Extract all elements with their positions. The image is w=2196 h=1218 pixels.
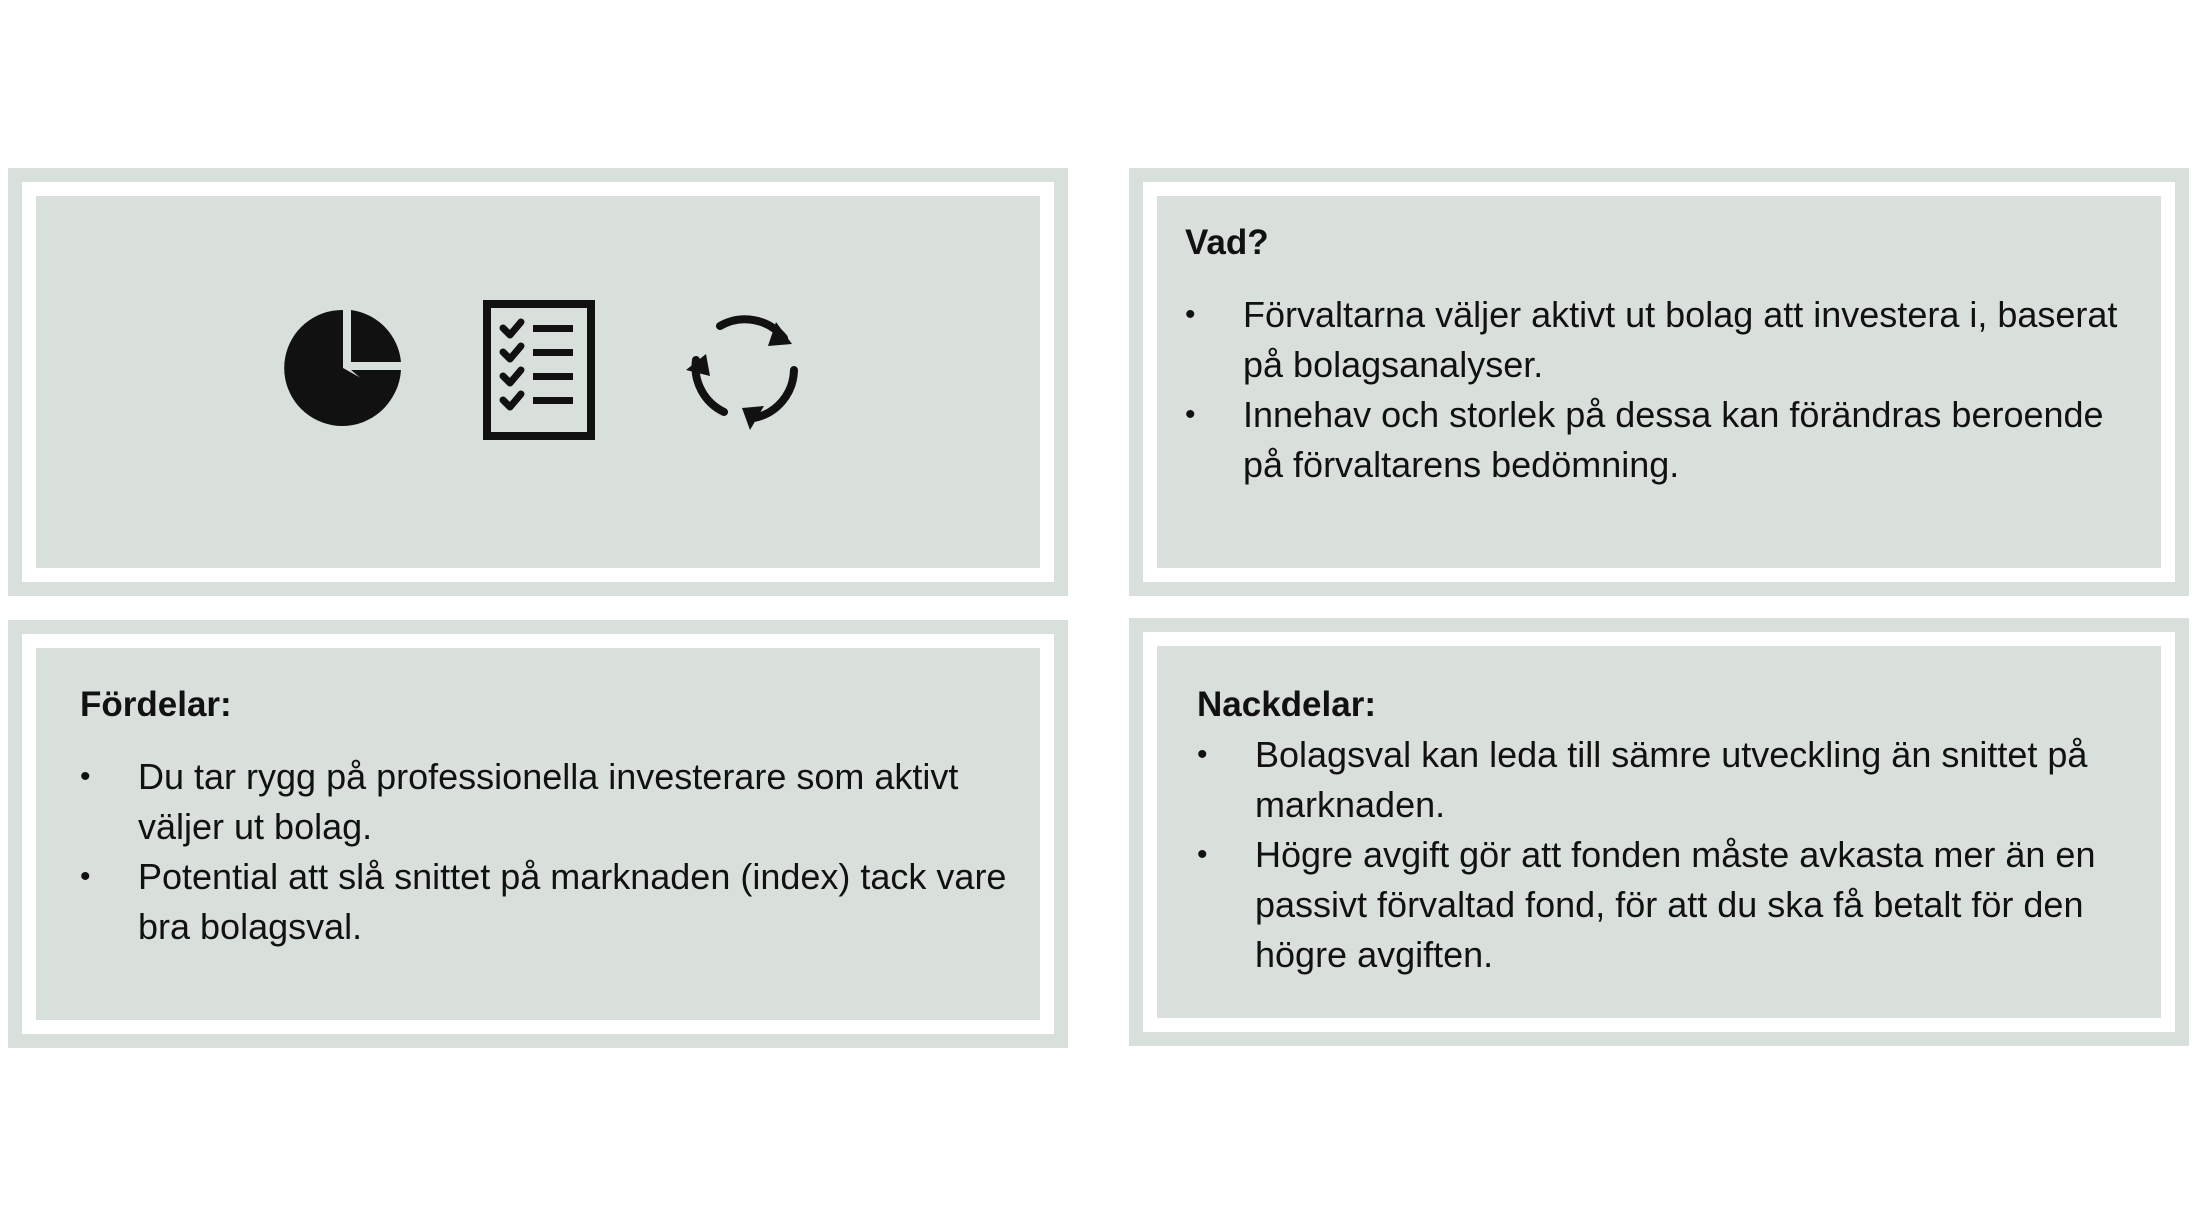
disadvantages-heading: Nackdelar: [1197, 685, 1376, 724]
what-panel-content [1157, 196, 2161, 568]
list-item [1197, 830, 2131, 980]
bullet-text: Bolagsval kan leda till sämre utveckling än snittet på marknaden. [1255, 734, 2088, 825]
list-item [1197, 730, 2131, 830]
bullet-text: Innehav och storlek på dessa kan förändras beroende på förvaltarens bedömning. [1243, 394, 2104, 485]
what-heading: Vad? [1185, 223, 1269, 262]
list-item [80, 752, 1010, 852]
icons-panel [8, 168, 1068, 596]
bullet-text: Förvaltarna väljer aktivt ut bolag att investera i, baserat på bolagsanalyser. [1243, 294, 2118, 385]
bullet-text: Högre avgift gör att fonden måste avkasta mer än en passivt förvaltad fond, för att du ska få betalt för den högre avgiften. [1255, 834, 2096, 975]
bullet-dot: • [1185, 398, 1196, 431]
advantages-bullet-list [80, 752, 1010, 952]
list-item [1185, 390, 2131, 490]
checklist-icon [483, 300, 595, 440]
disadvantages-panel [1129, 618, 2189, 1046]
list-item [80, 852, 1010, 952]
bullet-text: Potential att slå snittet på marknaden (index) tack vare bra bolagsval. [138, 856, 1007, 947]
advantages-heading: Fördelar: [80, 685, 232, 724]
what-panel [1129, 168, 2189, 596]
advantages-panel [8, 620, 1068, 1048]
pie-chart-icon [281, 306, 405, 430]
icons-panel-content [36, 196, 1040, 568]
refresh-cycle-icon [684, 308, 806, 430]
bullet-dot: • [1185, 298, 1196, 331]
what-bullet-list [1185, 290, 2131, 490]
bullet-dot: • [1197, 738, 1208, 771]
list-item [1185, 290, 2131, 390]
advantages-panel-content [36, 648, 1040, 1020]
bullet-dot: • [80, 860, 91, 893]
disadvantages-panel-content [1157, 646, 2161, 1018]
bullet-text: Du tar rygg på professionella investerare som aktivt väljer ut bolag. [138, 756, 959, 847]
bullet-dot: • [80, 760, 91, 793]
bullet-dot: • [1197, 838, 1208, 871]
disadvantages-bullet-list [1197, 730, 2131, 980]
icon-row [36, 196, 1040, 568]
